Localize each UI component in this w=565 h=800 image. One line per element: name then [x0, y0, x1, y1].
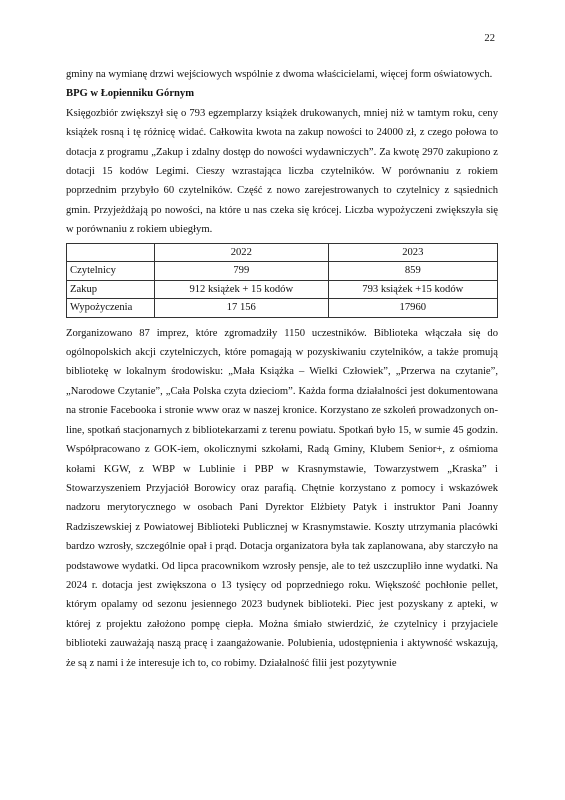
- statistics-table: [66, 243, 498, 318]
- table-row: [67, 299, 498, 318]
- table-row: [67, 280, 498, 299]
- page-content: [66, 65, 498, 673]
- table-cell: 17960: [328, 299, 497, 318]
- table-row: [67, 262, 498, 281]
- page-number: 22: [484, 33, 495, 44]
- table-cell: 793 książek +15 kodów: [328, 280, 497, 299]
- section-heading: BPG w Łopienniku Górnym: [66, 88, 195, 100]
- table-cell: 17 156: [155, 299, 329, 318]
- intro-paragraph: gminy na wymianę drzwi wejściowych wspólnie z dwoma właścicielami, więcej form oświatowych.: [66, 69, 493, 80]
- table-header-2023: 2023: [328, 243, 497, 262]
- table-header-row: [67, 243, 498, 262]
- table-cell: 912 książek + 15 kodów: [155, 280, 329, 299]
- table-header-empty: [67, 243, 155, 262]
- table-cell: 799: [155, 262, 329, 281]
- row-label-loans: Wypożyczenia: [67, 299, 155, 318]
- paragraph-collection: Księgozbiór zwiększył się o 793 egzemplarzy książek drukowanych, mniej niż w tamtym roku, ceny książek rosną i tę różnicę widać. Całkowita kwota na zakup nowości to 24000 zł, z czego połowa to dotacja z programu „Zakup i zdalny dostęp do nowości wydawniczych”. Za kwotę 2970 zakupiono z dotacji 15 kodów Legimi. Cieszy wzrastająca liczba czytelników. W porównaniu z rokiem poprzednim przybyło 60 czytelników. Część z nowo zarejestrowanych to czytelnicy z sąsiednich gmin. Przyjeżdżają po nowości, na które u nas czeka się krócej. Liczba wypożyczeni zwiększyła się w porównaniu z rokiem ubiegłym.: [66, 107, 498, 236]
- table-header-2022: 2022: [155, 243, 329, 262]
- row-label-readers: Czytelnicy: [67, 262, 155, 281]
- paragraph-activities: Zorganizowano 87 imprez, które zgromadziły 1150 uczestników. Biblioteka włączała się do ogólnopolskich akcji czytelniczych, które pomagają w pozyskiwaniu czytelników, a także promują bibliotekę w lokalnym środowisku: „Mała Książka – Wielki Człowiek”, „Przerwa na czytanie”, „Narodowe Czytanie”, „Cała Polska czyta dzieciom”. Każda forma działalności jest dokumentowana na stronie Facebooka i stronie www oraz w naszej kronice. Korzystano ze szkoleń prowadzonych on-line, spotkań stacjonarnych z bibliotekarzami z terenu powiatu. Spotkań było 15, w sumie 45 godzin. Współpracowano z GOK-iem, okolicznymi szkołami, Radą Gminy, Klubem Senior+, z ośmioma kołami KGW, z WBP w Lublinie i PBP w Krasnymstawie, Towarzystwem „Kraska” i Stowarzyszeniem Przyjaciół Borowicy oraz parafią. Chętnie korzystano z pomocy i wskazówek nadzoru merytorycznego w osobach Pani Dyrektor Elżbiety Patyk i instruktor Pani Joanny Radziszewskiej z Powiatowej Biblioteki Publicznej w Krasnymstawie. Koszty utrzymania placówki bardzo wzrosły, szczególnie opał i prąd. Dotacja organizatora była tak zaplanowana, aby starczyło na podstawowe wydatki. Od lipca pracownikom wzrosły pensje, ale to też uszczupliło inne wydatki. Na 2024 r. dotacja jest zwiększona o 13 tysięcy od poprzedniego roku. Większość pochłonie pellet, którym opalamy od sezonu jesiennego 2023 budynek biblioteki. Piec jest pozyskany z apteki, w której z projektu założono pompę ciepła. Można śmiało stwierdzić, że czytelnicy i przyjaciele biblioteki zauważają naszą pracę i zaangażowanie. Polubienia, udostępnienia i aktywność wskazują, że są z nami i że interesuje ich to, co robimy. Działalność filii jest pozytywnie: [66, 327, 498, 669]
- table-cell: 859: [328, 262, 497, 281]
- row-label-purchase: Zakup: [67, 280, 155, 299]
